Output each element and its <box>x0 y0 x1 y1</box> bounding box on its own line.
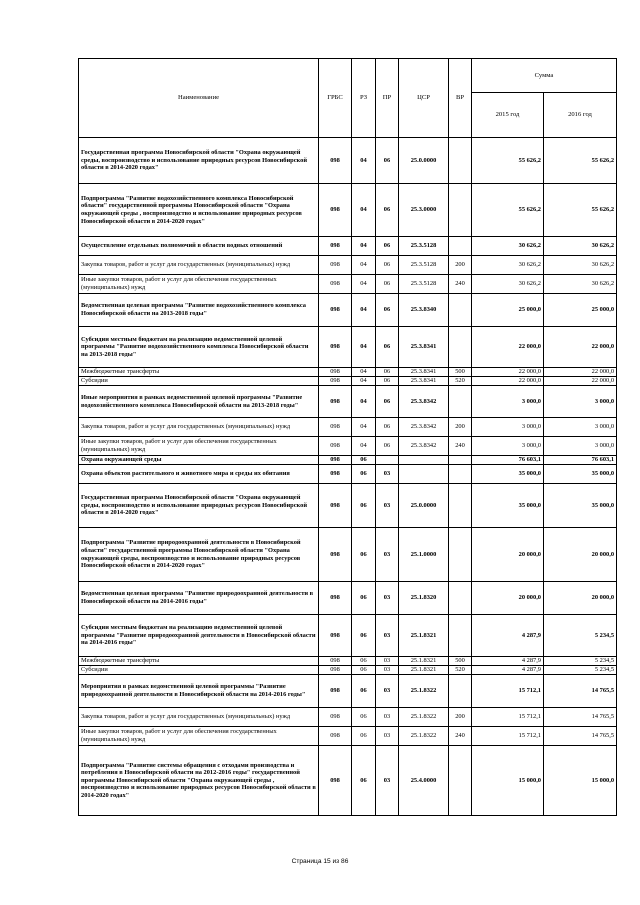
row-csr: 25.3.0000 <box>399 184 449 237</box>
row-vr <box>449 746 472 816</box>
row-name: Подпрограмма "Развитие водохозяйственного комплекса Новосибирской области" государственной программы Новосибирской области "Охрана окружающей среды , воспроизводство и использование природных ресурсов Новосибирской области в 2014-2020 годах" <box>79 184 319 237</box>
row-name: Субсидии местным бюджетам на реализацию ведомственной целевой программы "Развитие природоохранной деятельности в Новосибирской области на 2014-2016 годы" <box>79 615 319 657</box>
row-sum-2016: 55 626,2 <box>544 138 617 184</box>
row-name: Субсидии <box>79 666 319 675</box>
row-grbs: 098 <box>319 237 352 256</box>
table-header <box>79 59 617 138</box>
row-pr: 06 <box>376 368 399 377</box>
header-year-2015: 2015 год <box>472 93 544 138</box>
row-name: Охрана окружающей среды <box>79 456 319 465</box>
row-sum-2015: 55 626,2 <box>472 138 544 184</box>
row-grbs: 098 <box>319 456 352 465</box>
row-csr: 25.3.8341 <box>399 377 449 386</box>
row-sum-2015: 30 626,2 <box>472 275 544 294</box>
row-pr: 06 <box>376 138 399 184</box>
table-row <box>79 582 617 615</box>
row-sum-2015: 55 626,2 <box>472 184 544 237</box>
budget-table <box>78 58 617 816</box>
row-grbs: 098 <box>319 377 352 386</box>
row-grbs: 098 <box>319 727 352 746</box>
table-row <box>79 418 617 437</box>
row-sum-2016: 5 234,5 <box>544 666 617 675</box>
row-csr <box>399 465 449 484</box>
row-csr: 25.1.0000 <box>399 528 449 582</box>
row-csr: 25.0.0000 <box>399 138 449 184</box>
row-vr: 200 <box>449 256 472 275</box>
row-sum-2016: 3 000,0 <box>544 418 617 437</box>
row-vr <box>449 582 472 615</box>
row-rz: 04 <box>352 294 376 327</box>
row-rz: 06 <box>352 657 376 666</box>
row-pr: 03 <box>376 708 399 727</box>
row-name: Межбюджетные трансферты <box>79 657 319 666</box>
row-vr: 200 <box>449 418 472 437</box>
table-row <box>79 237 617 256</box>
row-grbs: 098 <box>319 275 352 294</box>
row-grbs: 098 <box>319 484 352 528</box>
row-pr: 03 <box>376 465 399 484</box>
row-rz: 06 <box>352 465 376 484</box>
row-pr: 03 <box>376 657 399 666</box>
header-pr: ПР <box>376 59 399 138</box>
table-row <box>79 327 617 368</box>
row-sum-2015: 3 000,0 <box>472 386 544 418</box>
row-rz: 06 <box>352 675 376 708</box>
header-grbs: ГРБС <box>319 59 352 138</box>
row-rz: 06 <box>352 746 376 816</box>
row-pr: 03 <box>376 615 399 657</box>
row-sum-2016: 35 000,0 <box>544 465 617 484</box>
row-name: Ведомственная целевая программа "Развитие природоохранной деятельности в Новосибирской области на 2014-2016 годы" <box>79 582 319 615</box>
row-sum-2016: 22 000,0 <box>544 377 617 386</box>
row-sum-2015: 15 712,1 <box>472 708 544 727</box>
row-pr: 06 <box>376 237 399 256</box>
row-csr: 25.3.8342 <box>399 418 449 437</box>
row-csr: 25.1.8321 <box>399 657 449 666</box>
row-sum-2016: 55 626,2 <box>544 184 617 237</box>
row-csr: 25.1.8322 <box>399 708 449 727</box>
row-pr: 03 <box>376 528 399 582</box>
row-rz: 06 <box>352 484 376 528</box>
row-csr: 25.1.8322 <box>399 675 449 708</box>
table-row <box>79 666 617 675</box>
table-row <box>79 368 617 377</box>
row-pr: 03 <box>376 727 399 746</box>
row-grbs: 098 <box>319 368 352 377</box>
row-grbs: 098 <box>319 615 352 657</box>
table-row <box>79 675 617 708</box>
row-rz: 04 <box>352 386 376 418</box>
row-pr: 03 <box>376 484 399 528</box>
row-rz: 06 <box>352 708 376 727</box>
row-sum-2015: 25 000,0 <box>472 294 544 327</box>
row-csr: 25.3.5128 <box>399 256 449 275</box>
row-vr <box>449 138 472 184</box>
row-csr: 25.3.8342 <box>399 386 449 418</box>
row-name: Иные закупки товаров, работ и услуг для обеспечения государственных (муниципальных) нужд <box>79 437 319 456</box>
row-rz: 04 <box>352 418 376 437</box>
row-csr: 25.3.8340 <box>399 294 449 327</box>
header-csr: ЦСР <box>399 59 449 138</box>
row-vr: 500 <box>449 657 472 666</box>
row-name: Государственная программа Новосибирской области "Охрана окружающей среды, воспроизводство и использование природных ресурсов Новосибирской области в 2014-2020 годах" <box>79 138 319 184</box>
row-vr <box>449 237 472 256</box>
row-rz: 04 <box>352 437 376 456</box>
row-vr <box>449 528 472 582</box>
row-sum-2015: 15 712,1 <box>472 675 544 708</box>
row-name: Закупка товаров, работ и услуг для государственных (муниципальных) нужд <box>79 256 319 275</box>
row-sum-2016: 5 234,5 <box>544 657 617 666</box>
row-rz: 06 <box>352 615 376 657</box>
row-csr: 25.3.5128 <box>399 237 449 256</box>
header-sum: Сумма <box>472 59 617 93</box>
row-sum-2015: 4 287,9 <box>472 615 544 657</box>
row-sum-2015: 3 000,0 <box>472 437 544 456</box>
row-sum-2016: 30 626,2 <box>544 275 617 294</box>
row-name: Ведомственная целевая программа "Развитие водохозяйственного комплекса Новосибирской области на 2013-2018 годы" <box>79 294 319 327</box>
row-name: Мероприятия в рамках ведомственной целевой программы "Развитие природоохранной деятельности в Новосибирской области на 2014-2016 годы" <box>79 675 319 708</box>
row-rz: 04 <box>352 327 376 368</box>
row-sum-2015: 15 000,0 <box>472 746 544 816</box>
row-rz: 04 <box>352 237 376 256</box>
row-grbs: 098 <box>319 708 352 727</box>
row-sum-2016: 20 000,0 <box>544 582 617 615</box>
row-sum-2016: 35 000,0 <box>544 484 617 528</box>
table-row <box>79 484 617 528</box>
row-grbs: 098 <box>319 465 352 484</box>
row-name: Государственная программа Новосибирской области "Охрана окружающей среды, воспроизводство и использование природных ресурсов Новосибирской области в 2014-2020 годах" <box>79 484 319 528</box>
row-rz: 04 <box>352 256 376 275</box>
row-sum-2015: 20 000,0 <box>472 582 544 615</box>
row-pr: 03 <box>376 582 399 615</box>
row-csr: 25.4.0000 <box>399 746 449 816</box>
row-csr: 25.1.8322 <box>399 727 449 746</box>
row-name: Субсидии местным бюджетам на реализацию ведомственной целевой программы "Развитие водохозяйственного комплекса Новосибирской области на 2013-2018 годы" <box>79 327 319 368</box>
row-csr: 25.1.8321 <box>399 666 449 675</box>
page-footer: Страница 15 из 86 <box>291 858 349 865</box>
table-row <box>79 184 617 237</box>
row-sum-2015: 76 603,1 <box>472 456 544 465</box>
row-pr: 06 <box>376 256 399 275</box>
header-rz: РЗ <box>352 59 376 138</box>
row-sum-2016: 22 000,0 <box>544 327 617 368</box>
table-row <box>79 456 617 465</box>
row-vr <box>449 456 472 465</box>
row-rz: 06 <box>352 456 376 465</box>
row-pr: 06 <box>376 294 399 327</box>
row-pr: 06 <box>376 327 399 368</box>
table-row <box>79 657 617 666</box>
row-sum-2016: 14 765,5 <box>544 727 617 746</box>
row-vr: 240 <box>449 727 472 746</box>
row-vr <box>449 484 472 528</box>
row-sum-2015: 15 712,1 <box>472 727 544 746</box>
row-pr <box>376 456 399 465</box>
row-vr: 240 <box>449 437 472 456</box>
row-rz: 04 <box>352 184 376 237</box>
row-name: Осуществление отдельных полномочий в области водных отношений <box>79 237 319 256</box>
row-pr: 06 <box>376 437 399 456</box>
row-grbs: 098 <box>319 582 352 615</box>
row-grbs: 098 <box>319 437 352 456</box>
row-csr: 25.3.8341 <box>399 368 449 377</box>
header-name: Наименование <box>79 59 319 138</box>
row-pr: 03 <box>376 746 399 816</box>
table-row <box>79 746 617 816</box>
row-vr <box>449 386 472 418</box>
row-sum-2016: 3 000,0 <box>544 386 617 418</box>
table-row <box>79 727 617 746</box>
table-body <box>79 138 617 816</box>
row-grbs: 098 <box>319 746 352 816</box>
row-grbs: 098 <box>319 138 352 184</box>
row-rz: 04 <box>352 275 376 294</box>
row-sum-2016: 76 603,1 <box>544 456 617 465</box>
row-csr: 25.0.0000 <box>399 484 449 528</box>
row-sum-2015: 4 287,9 <box>472 666 544 675</box>
row-grbs: 098 <box>319 327 352 368</box>
row-rz: 06 <box>352 727 376 746</box>
row-sum-2015: 4 287,9 <box>472 657 544 666</box>
row-sum-2016: 30 626,2 <box>544 237 617 256</box>
row-vr <box>449 184 472 237</box>
row-rz: 04 <box>352 138 376 184</box>
row-pr: 03 <box>376 666 399 675</box>
row-csr: 25.3.5128 <box>399 275 449 294</box>
row-grbs: 098 <box>319 675 352 708</box>
row-csr: 25.1.8320 <box>399 582 449 615</box>
row-sum-2016: 25 000,0 <box>544 294 617 327</box>
row-name: Закупка товаров, работ и услуг для государственных (муниципальных) нужд <box>79 418 319 437</box>
row-sum-2016: 20 000,0 <box>544 528 617 582</box>
row-sum-2015: 22 000,0 <box>472 368 544 377</box>
row-csr: 25.1.8321 <box>399 615 449 657</box>
row-name: Иные мероприятия в рамках ведомственной целевой программы "Развитие водохозяйственного комплекса Новосибирской области на 2013-2018 годы" <box>79 386 319 418</box>
row-name: Закупка товаров, работ и услуг для государственных (муниципальных) нужд <box>79 708 319 727</box>
row-sum-2015: 30 626,2 <box>472 237 544 256</box>
row-sum-2016: 22 000,0 <box>544 368 617 377</box>
table-row <box>79 708 617 727</box>
table-row <box>79 465 617 484</box>
row-vr <box>449 294 472 327</box>
row-rz: 06 <box>352 582 376 615</box>
row-pr: 06 <box>376 275 399 294</box>
row-sum-2016: 3 000,0 <box>544 437 617 456</box>
table-row <box>79 256 617 275</box>
row-grbs: 098 <box>319 657 352 666</box>
row-vr <box>449 327 472 368</box>
row-vr: 240 <box>449 275 472 294</box>
table-row <box>79 528 617 582</box>
row-rz: 06 <box>352 666 376 675</box>
row-pr: 06 <box>376 184 399 237</box>
row-name: Межбюджетные трансферты <box>79 368 319 377</box>
row-rz: 04 <box>352 368 376 377</box>
table-row <box>79 615 617 657</box>
row-name: Подпрограмма "Развитие природоохранной деятельности в Новосибирской области" государственной программы Новосибирской области "Охрана окружающей среды, воспроизводство и использование природных ресурсов Новосибирской области в 2014-2020 годах" <box>79 528 319 582</box>
row-sum-2016: 30 626,2 <box>544 256 617 275</box>
row-pr: 06 <box>376 377 399 386</box>
table-row <box>79 386 617 418</box>
row-grbs: 098 <box>319 184 352 237</box>
row-sum-2015: 20 000,0 <box>472 528 544 582</box>
row-vr: 500 <box>449 368 472 377</box>
row-sum-2016: 15 000,0 <box>544 746 617 816</box>
table-row <box>79 294 617 327</box>
row-name: Подпрограмма "Развитие системы обращения с отходами производства и потребления в Новосибирской области на 2012-2016 годы" государственной программы Новосибирской области "Охрана окружающей среды , воспроизводство и использование природных ресурсов Новосибирской области в 2014-2020 годах" <box>79 746 319 816</box>
table-row <box>79 138 617 184</box>
row-rz: 04 <box>352 377 376 386</box>
table-row <box>79 437 617 456</box>
table-row <box>79 377 617 386</box>
row-sum-2015: 3 000,0 <box>472 418 544 437</box>
row-sum-2015: 30 626,2 <box>472 256 544 275</box>
row-sum-2016: 5 234,5 <box>544 615 617 657</box>
row-grbs: 098 <box>319 256 352 275</box>
row-csr: 25.3.8341 <box>399 327 449 368</box>
row-rz: 06 <box>352 528 376 582</box>
row-pr: 03 <box>376 675 399 708</box>
row-vr: 520 <box>449 666 472 675</box>
row-sum-2016: 14 765,5 <box>544 708 617 727</box>
row-grbs: 098 <box>319 418 352 437</box>
row-sum-2015: 35 000,0 <box>472 484 544 528</box>
row-sum-2015: 35 000,0 <box>472 465 544 484</box>
row-grbs: 098 <box>319 666 352 675</box>
row-grbs: 098 <box>319 294 352 327</box>
row-name: Субсидии <box>79 377 319 386</box>
row-sum-2016: 14 765,5 <box>544 675 617 708</box>
header-vr: ВР <box>449 59 472 138</box>
row-grbs: 098 <box>319 386 352 418</box>
row-csr <box>399 456 449 465</box>
row-pr: 06 <box>376 418 399 437</box>
row-vr <box>449 465 472 484</box>
row-name: Охрана объектов растительного и животного мира и среды их обитания <box>79 465 319 484</box>
row-pr: 06 <box>376 386 399 418</box>
row-csr: 25.3.8342 <box>399 437 449 456</box>
row-vr: 200 <box>449 708 472 727</box>
header-year-2016: 2016 год <box>544 93 617 138</box>
row-sum-2015: 22 000,0 <box>472 377 544 386</box>
row-name: Иные закупки товаров, работ и услуг для обеспечения государственных (муниципальных) нужд <box>79 727 319 746</box>
row-vr <box>449 675 472 708</box>
row-name: Иные закупки товаров, работ и услуг для обеспечения государственных (муниципальных) нужд <box>79 275 319 294</box>
row-vr <box>449 615 472 657</box>
row-sum-2015: 22 000,0 <box>472 327 544 368</box>
table-row <box>79 275 617 294</box>
row-vr: 520 <box>449 377 472 386</box>
row-grbs: 098 <box>319 528 352 582</box>
